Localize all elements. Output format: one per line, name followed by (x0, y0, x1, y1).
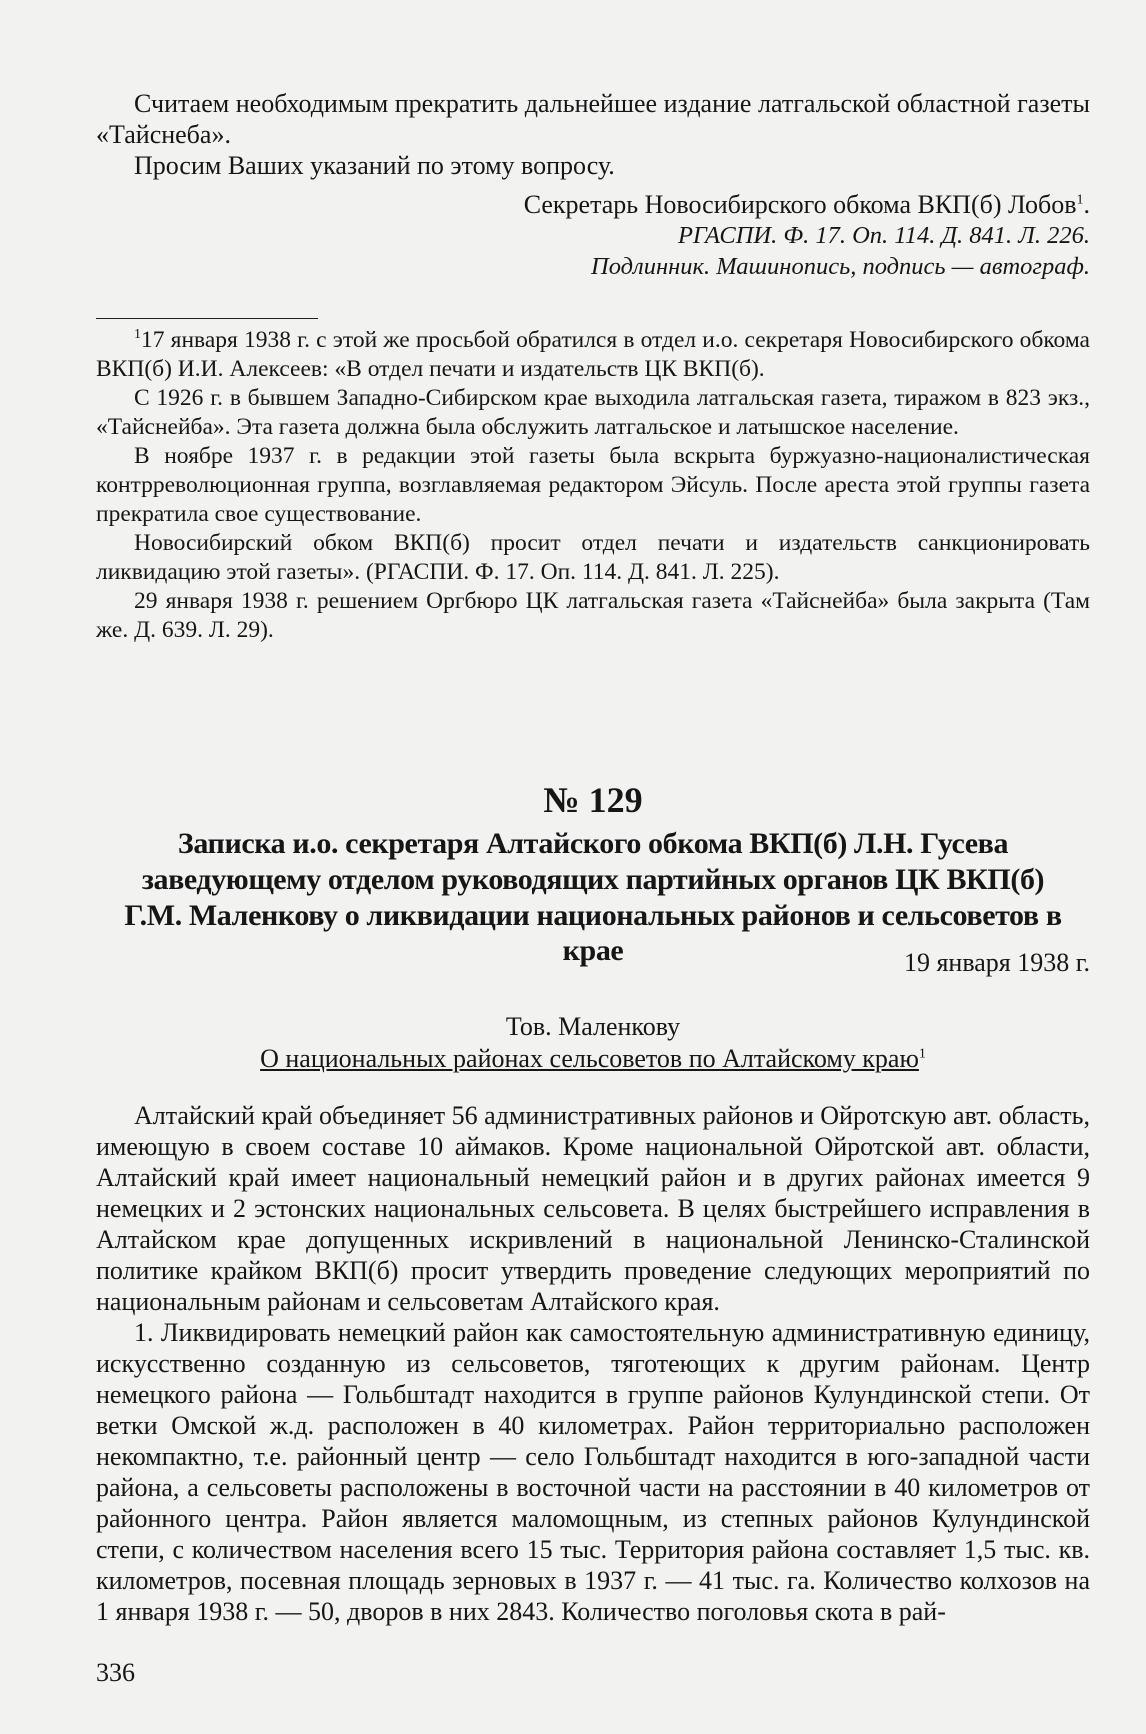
page-number: 336 (96, 1658, 135, 1687)
previous-document-ending (96, 88, 1090, 282)
subject-text: О национальных районах сельсоветов по Алтайскому краю (260, 1044, 919, 1073)
footnote-marker: 1 (134, 327, 141, 343)
document-title-line-1: Записка и.о. секретаря Алтайского обкома ВКП(б) Л.Н. Гусева (177, 827, 1009, 860)
footnote-reference: 1 (1076, 192, 1084, 208)
body-paragraph: Алтайский край объединяет 56 административных районов и Ойротскую авт. область, имеющую в своем составе 10 аймаков. Кроме национальной Ойротской авт. области, Алтайский край имеет национальный немецкий район и в других районах имеется 9 немецких и 2 эстонских национальных сельсовета. В целях быстрейшего исправления в Алтайском крае допущенных искривлений в национальной Ленинско-Сталинской политике крайком ВКП(б) просит утвердить проведение следующих мероприятий по национальным районам и сельсоветам Алтайского края. (96, 1101, 1090, 1316)
archive-reference: РГАСПИ. Ф. 17. Оп. 114. Д. 841. Л. 226. (677, 222, 1090, 249)
document-number: № 129 (543, 780, 643, 820)
addressee: Тов. Маленкову (505, 1012, 681, 1041)
document-title-line-2: заведующему отделом руководящих партийных органов ЦК ВКП(б) (141, 863, 1045, 896)
closing-paragraph: Считаем необходимым прекратить дальнейшее издание латгальской областной газеты «Тайснеба». (96, 89, 1090, 149)
document-subject (96, 1044, 1090, 1074)
footnote-paragraph: Новосибирский обком ВКП(б) просит отдел печати и издательств санкционировать ликвидацию этой газеты». (РГАСПИ. Ф. 17. Оп. 114. Д. 841. Л. 225). (96, 530, 1090, 585)
footnote-paragraph: С 1926 г. в бывшем Западно-Сибирском крае выходила латгальская газета, тиражом в 823 экз., «Тайснейба». Эта газета должна была обслужить латгальское и латышское население. (96, 385, 1090, 440)
signature-line: Секретарь Новосибирского обкома ВКП(б) Лобов$^1$. (523, 190, 1090, 219)
footnote-divider (96, 318, 318, 319)
footnote-paragraph: 29 января 1938 г. решением Оргбюро ЦК латгальская газета «Тайснейба» была закрыта (Там же. Д. 639. Л. 29). (96, 588, 1090, 643)
body-paragraph: 1. Ликвидировать немецкий район как самостоятельную административную единицу, искусственно созданную из сельсоветов, тяготеющих к другим районам. Центр немецкого района — Гольбштадт находится в группе районов Кулундинской степи. От ветки Омской ж.д. расположен в 40 километрах. Район территориально расположен некомпактно, т.е. районный центр — село Гольбштадт находится в юго-западной части района, а сельсоветы расположены в восточной части на расстоянии в 40 километров от районного центра. Район является маломощным, из степных районов Кулундинской степи, с количеством населения всего 15 тыс. Территория района составляет 1,5 тыс. кв. километров, посевная площадь зерновых в 1937 г. — 41 тыс. га. Количество колхозов на 1 января 1938 г. — 50, дворов в них 2843. Количество поголовья скота в рай- (96, 1318, 1090, 1626)
signature-text: Секретарь Новосибирского обкома ВКП(б) Лобов (523, 190, 1077, 219)
request-paragraph: Просим Ваших указаний по этому вопросу. (134, 151, 615, 180)
footnote-paragraph: $^1$17 января 1938 г. с этой же просьбой обратился в отдел и.о. секретаря Новосибирского обкома ВКП(б) И.И. Алексеев: «В отдел печати и издательств ЦК ВКП(б). (96, 327, 1090, 382)
document-body (96, 1100, 1090, 1627)
footnote-paragraph: В ноябре 1937 г. в редакции этой газеты была вскрыта буржуазно-националистическая контрреволюционная группа, возглавляемая редактором Эйсуль. После ареста этой группы газета прекратила свое существование. (96, 443, 1090, 527)
document-title-line-3: Г.М. Маленкову о ликвидации национальных районов и сельсоветов в крае (124, 899, 1062, 967)
document-date: 19 января 1938 г. (903, 948, 1090, 977)
footnote-block (96, 326, 1090, 645)
original-note: Подлинник. Машинопись, подпись — автограф. (591, 253, 1090, 280)
subject-footnote-reference: 1 (918, 1046, 926, 1062)
